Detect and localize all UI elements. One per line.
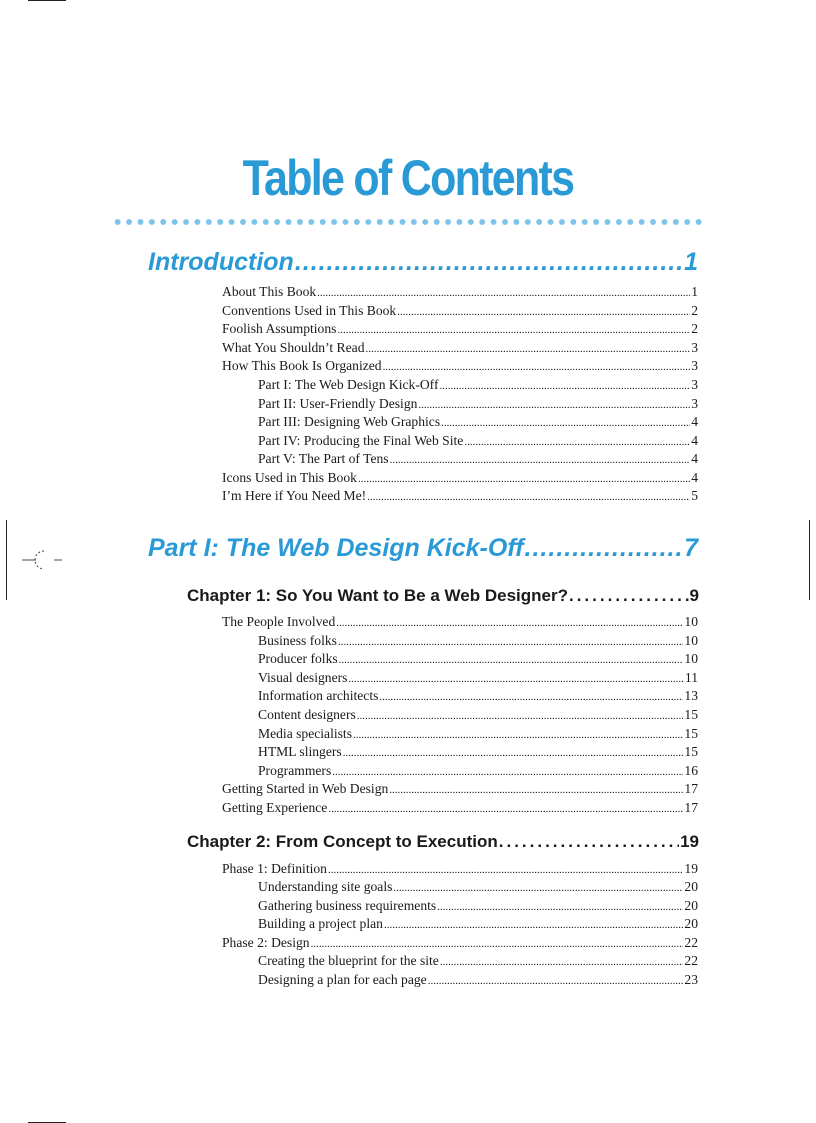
toc-leader xyxy=(339,651,684,667)
toc-entry[interactable] xyxy=(222,358,698,376)
toc-leader xyxy=(337,321,690,337)
toc-entry-label: Phase 1: Definition xyxy=(222,861,327,876)
toc-entry[interactable] xyxy=(222,935,698,953)
toc-leader xyxy=(389,781,683,797)
toc-entry-label: Phase 2: Design xyxy=(222,935,310,950)
toc-entry-label: Icons Used in This Book xyxy=(222,470,357,485)
toc-page-number: 3 xyxy=(691,396,698,411)
toc-page-number: 22 xyxy=(684,935,698,950)
toc-leader xyxy=(440,953,684,969)
toc-entry-label: About This Book xyxy=(222,284,317,299)
toc-leader xyxy=(569,586,689,606)
toc-subentry[interactable] xyxy=(258,898,698,916)
toc-leader xyxy=(311,935,684,951)
toc-subentry[interactable] xyxy=(258,414,698,432)
toc-subentry[interactable] xyxy=(258,396,698,414)
toc-entry-label: Part IV: Producing the Final Web Site xyxy=(258,433,464,448)
toc-entry-label: Conventions Used in This Book xyxy=(222,303,397,318)
toc-entry[interactable] xyxy=(222,303,698,321)
toc-entry-label: Part I: The Web Design Kick-Off xyxy=(258,377,439,392)
toc-page-number: 17 xyxy=(684,800,698,815)
toc-page-number: 5 xyxy=(691,488,698,503)
toc-leader xyxy=(437,898,683,914)
toc-page-number: 3 xyxy=(691,377,698,392)
toc-subentry[interactable] xyxy=(258,633,698,651)
toc-page-number: 19 xyxy=(680,832,699,851)
dotted-divider xyxy=(112,218,706,226)
toc-page-number: 7 xyxy=(684,534,698,562)
toc-page-number: 15 xyxy=(684,744,698,759)
toc-chapter-1[interactable] xyxy=(187,586,699,610)
toc-entry-label: Building a project plan xyxy=(258,916,383,931)
toc-entry-label: The People Involved xyxy=(222,614,336,629)
toc-entry-label: Content designers xyxy=(258,707,356,722)
toc-entry[interactable] xyxy=(222,781,698,799)
toc-entry-label: Information architects xyxy=(258,688,379,703)
toc-part-1[interactable] xyxy=(148,534,698,570)
toc-page-number: 3 xyxy=(691,358,698,373)
toc-page-number: 4 xyxy=(691,470,698,485)
toc-entry[interactable] xyxy=(222,800,698,818)
toc-subentry[interactable] xyxy=(258,763,698,781)
toc-entry-label: Getting Experience xyxy=(222,800,328,815)
toc-entry-label: Getting Started in Web Design xyxy=(222,781,389,796)
toc-entry-label: Foolish Assumptions xyxy=(222,321,337,336)
toc-subentry[interactable] xyxy=(258,433,698,451)
toc-part-introduction[interactable] xyxy=(148,248,698,284)
toc-entry[interactable] xyxy=(222,614,698,632)
toc-page-number: 19 xyxy=(684,861,698,876)
toc-entry-label: Media specialists xyxy=(258,726,353,741)
toc-leader xyxy=(440,377,691,393)
toc-leader xyxy=(366,340,691,356)
toc-leader xyxy=(317,284,690,300)
toc-subentry[interactable] xyxy=(258,451,698,469)
toc-leader xyxy=(418,396,690,412)
toc-leader xyxy=(343,744,684,760)
toc-leader xyxy=(336,614,683,630)
crop-mark-right-edge xyxy=(809,520,810,600)
toc-entry-label: What You Shouldn’t Read xyxy=(222,340,365,355)
toc-part-title: Introduction xyxy=(148,248,294,276)
toc-chapter-2[interactable] xyxy=(187,832,699,856)
toc-leader xyxy=(499,832,679,852)
toc-page-number: 4 xyxy=(691,451,698,466)
toc-leader xyxy=(348,670,683,686)
toc-chapter-title: Chapter 1: So You Want to Be a Web Designer? xyxy=(187,586,568,605)
toc-subentry[interactable] xyxy=(258,707,698,725)
registration-mark-icon xyxy=(20,548,64,572)
toc-page-number: 10 xyxy=(684,614,698,629)
toc-subentry[interactable] xyxy=(258,879,698,897)
toc-leader xyxy=(379,688,683,704)
toc-subentry[interactable] xyxy=(258,726,698,744)
toc-subentry[interactable] xyxy=(258,744,698,762)
toc-leader xyxy=(295,248,683,277)
toc-leader xyxy=(384,916,683,932)
toc-leader xyxy=(390,451,691,467)
toc-entry-label: Producer folks xyxy=(258,651,338,666)
toc-entry-label: Gathering business requirements xyxy=(258,898,437,913)
toc-page-number: 15 xyxy=(684,707,698,722)
toc-page-number: 3 xyxy=(691,340,698,355)
toc-subentry[interactable] xyxy=(258,916,698,934)
toc-page-number: 1 xyxy=(691,284,698,299)
toc-page-number: 15 xyxy=(684,726,698,741)
toc-page-number: 17 xyxy=(684,781,698,796)
toc-entry-label: Visual designers xyxy=(258,670,348,685)
toc-entry[interactable] xyxy=(222,470,698,488)
toc-part-title: Part I: The Web Design Kick-Off xyxy=(148,534,524,562)
toc-leader xyxy=(383,358,691,374)
toc-entry-label: Business folks xyxy=(258,633,337,648)
toc-entry-label: Programmers xyxy=(258,763,332,778)
toc-subentry[interactable] xyxy=(258,972,698,990)
toc-leader xyxy=(367,488,690,504)
toc-subentry[interactable] xyxy=(258,953,698,971)
toc-leader xyxy=(338,633,683,649)
toc-page-number: 10 xyxy=(684,651,698,666)
toc-page-number: 22 xyxy=(684,953,698,968)
toc-leader xyxy=(353,726,683,742)
toc-subentry[interactable] xyxy=(258,651,698,669)
toc-leader xyxy=(358,470,690,486)
toc-page-number: 4 xyxy=(691,414,698,429)
toc-leader xyxy=(441,414,690,430)
toc-leader xyxy=(464,433,690,449)
toc-entry-label: I’m Here if You Need Me! xyxy=(222,488,367,503)
toc-page-number: 10 xyxy=(684,633,698,648)
crop-mark-left-edge xyxy=(6,520,7,600)
crop-mark-top-left xyxy=(28,0,66,1)
toc-entry[interactable] xyxy=(222,861,698,879)
toc-subentry[interactable] xyxy=(258,377,698,395)
toc-entry-label: Part III: Designing Web Graphics xyxy=(258,414,441,429)
toc-leader xyxy=(393,879,683,895)
toc-entry-label: Creating the blueprint for the site xyxy=(258,953,439,968)
toc-page-number: 20 xyxy=(684,898,698,913)
toc-leader xyxy=(525,534,684,563)
toc-entry-label: Part II: User-Friendly Design xyxy=(258,396,418,411)
toc-entry-label: Designing a plan for each page xyxy=(258,972,427,987)
toc-leader xyxy=(328,861,683,877)
toc-entry-label: HTML slingers xyxy=(258,744,342,759)
toc-page-number: 9 xyxy=(689,586,699,605)
toc-page-number: 4 xyxy=(691,433,698,448)
toc-page-number: 2 xyxy=(691,303,698,318)
toc-entry-label: Understanding site goals xyxy=(258,879,393,894)
toc-leader xyxy=(328,800,683,816)
toc-page-number: 13 xyxy=(684,688,698,703)
toc-page-number: 2 xyxy=(691,321,698,336)
toc-subentry[interactable] xyxy=(258,688,698,706)
toc-leader xyxy=(397,303,690,319)
toc-subentry[interactable] xyxy=(258,670,698,688)
toc-leader xyxy=(357,707,684,723)
toc-page-number: 20 xyxy=(684,916,698,931)
toc-entry[interactable] xyxy=(222,321,698,339)
toc-page-number: 16 xyxy=(684,763,698,778)
toc-leader xyxy=(332,763,683,779)
toc-entry[interactable] xyxy=(222,488,698,506)
toc-page-number: 1 xyxy=(684,248,698,276)
toc-chapter-title: Chapter 2: From Concept to Execution xyxy=(187,832,498,851)
page-title: Table of Contents xyxy=(242,150,574,206)
toc-page-number: 20 xyxy=(684,879,698,894)
toc-page-number: 23 xyxy=(684,972,698,987)
toc-leader xyxy=(428,972,684,988)
toc-entry[interactable] xyxy=(222,340,698,358)
toc-entry[interactable] xyxy=(222,284,698,302)
toc-page-number: 11 xyxy=(684,670,698,685)
toc-entry-label: Part V: The Part of Tens xyxy=(258,451,389,466)
toc-entry-label: How This Book Is Organized xyxy=(222,358,382,373)
